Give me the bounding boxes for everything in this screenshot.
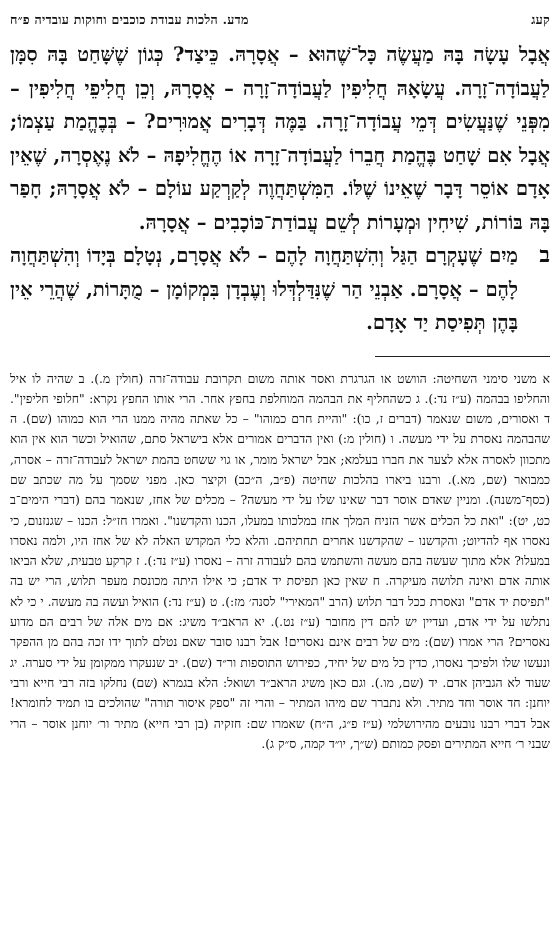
halakha-2-number: ב	[539, 242, 550, 268]
footnote-divider	[375, 356, 550, 357]
halakha-2	[10, 239, 550, 340]
main-text	[10, 38, 550, 340]
footnotes-text: א משני סימני השחיטה: הוושט או הגרגרת ואסר אותה משום תקרובת עבודה־זרה (חולין מ.). ב שהיה לו איל והחליפו בבהמה (ע״ז נד:). ג כשהחליף את הבהמה המוחלפת בחפץ אחר. הרי אותו החפץ נקרא: "חלופי חליפין". ד ואסורים, משום שנאמר (דברים ז, כו): "והיית חרם כמוהו" – כל שאתה מהיה ממנו הרי הוא כמוהו (שם). ה שהבהמה נאסרת על ידי מעשה. ו (חולין מ:) ואין הדברים אמורים אלא בישראל סתם, שהואיל וכשר הוא אין הוא מתכוון לאסרה אלא לצער את חברו בעלמא; אבל ישראל מומר, או גוי ששחט בהמת ישראל לעבודה־זרה – אסרה, כמבואר (שם, מא.). ורבנו ביארו בהלכות שחיטה (פ״ב, ה״כב) וקיצר כאן. מפני שסמך על מה שכתב שם (כסף־משנה). ומניין שאדם אוסר דבר שאינו שלו על ידי מעשה? – מכלים של אחז, שנאמר בהם (דברי הימים־ב כט, יט): "ואת כל הכלים אשר הזניח המלך אחז במלכותו במעלו, הכנו והקדשנו". ואמרו חז״ל: הכנו – שגנזנום, כי נאסרו אף להדיוט; והקדשנו – שהקדשנו אחרים תחתיהם. והלא כלי המקדש האלה לא של אחז היו, ולמה נאסרו במעלו? אלא מתוך שעשה בהם מעשה והשתמש בהם לעבודה זרה – נאסרו (ע״ז נד:). ז קרקע טבעית, שלא הביאו אותה אדם ואינה תלושה מעיקרה. ח שאין כאן תפיסת יד אדם; כי אילו היתה מכונסת מעפר תלוש, הרי יש בה "תפיסת יד אדם" ונאסרת ככל דבר תלוש (הרב "המאירי" לסנה׳ מז:). ט (ע״ז נד:) הואיל ועשה בה מעשה. י כי לא נתלשו על ידי אדם, ועדיין יש להם דין מחובר (ע״ז נט.). יא הראב״ד משיג: אם מים אלה של רבים הם מדוע נאסרים? הרי אמרו (שם): מים של רבים אינם נאסרים! אבל רבנו סובר שאם נטלם לתוך ידו זכה בהם מן ההפקר ונעשו שלו ולפיכך נאסרו, כדין כל מים של יחיד, כפירוש התוספות ור״ד (שם). יב שנעקרו ממקומן על ידי סערה. יג שעוד לא הגביהן אדם. יד (שם, מו.). וגם כאן משיג הראב״ד ושואל: הלא בגמרא (שם) נחלקו בזה רבי חייא ורבי יוחנן: חד אוסר וחד מתיר. ולא נתברר שם מיהו המתיר – והרי זה "ספק איסור תורה" שהולכים בו תמיד לחומרא! אבל דברי רבנו נובעים מהירושלמי (ע״ז פ״ג, ה״ח) שאמרו שם: חזקיה (בן רבי חייא) מתיר ור׳ יוחנן אוסר – הרי שבני ר׳ חייא המתירים ופסק כמותם (ש״ך, יו״ד קמה, ס״ק ג).	[10, 371, 550, 751]
halakha-1-text: אֲבָל עָשָׂה בָּהּ מַעֲשֶׂה כָּל־שֶׁהוּא – אֲסָרָהּ. כֵּיצַד? כְּגוֹן שֶׁשָּׁחַט בָּהּ סִמָּן לַעֲבוֹדָה־זָרָה. עֲשָׂאָהּ חֲלִיפִין לַעֲבוֹדָה־זָרָה – אֲסָרָהּ, וְכֵן חֲלִיפֵי חֲלִיפִין – מִפְּנֵי שֶׁנַּעֲשִׂים דְּמֵי עֲבוֹדָה־זָרָה. בַּמֶּה דְּבָרִים אֲמוּרִים? – בְּבֶהֱמַת עַצְמוֹ; אֲבָל אִם שָׁחַט בֶּהֱמַת חֲבֵרוֹ לַעֲבוֹדָה־זָרָה אוֹ הֶחֱלִיפָהּ – לֹא נֶאֶסְרָה, שֶׁאֵין אָדָם אוֹסֵר דָּבָר שֶׁאֵינוֹ שֶׁלּוֹ. הַמִּשְׁתַּחֲוֶה לְקַרְקַע עוֹלָם – לֹא אֲסָרָהּ; חָפַר בָּהּ בּוֹרוֹת, שִׁיחִין וּמְעָרוֹת לְשֵׁם עֲבוֹדַת־כּוֹכָבִים – אֲסָרָהּ.	[10, 43, 550, 234]
page-number: קעג	[531, 12, 550, 27]
halakha-2-text: מַיִם שֶׁעָקְרָם הַגַּל וְהִשְׁתַּחֲוָה לָהֶם – לֹא אֲסָרָם, נְטָלָם בְּיָדוֹ וְהִשְׁתַּחֲוָה לָהֶם – אֲסָרָם. אַבְנֵי הַר שֶׁנִּדַּלְדְּלוּ וְעֶבְדָן בִּמְקוֹמָן – מֻתָּרוֹת, שֶׁהֲרֵי אֵין בָּהֶן תְּפִיסַת יַד אָדָם.	[10, 244, 518, 334]
footnotes	[10, 369, 550, 755]
page-header	[10, 6, 550, 34]
running-title: מדע. הלכות עבודת כוכבים וחוקות עובדיה פ״ח	[10, 12, 249, 27]
